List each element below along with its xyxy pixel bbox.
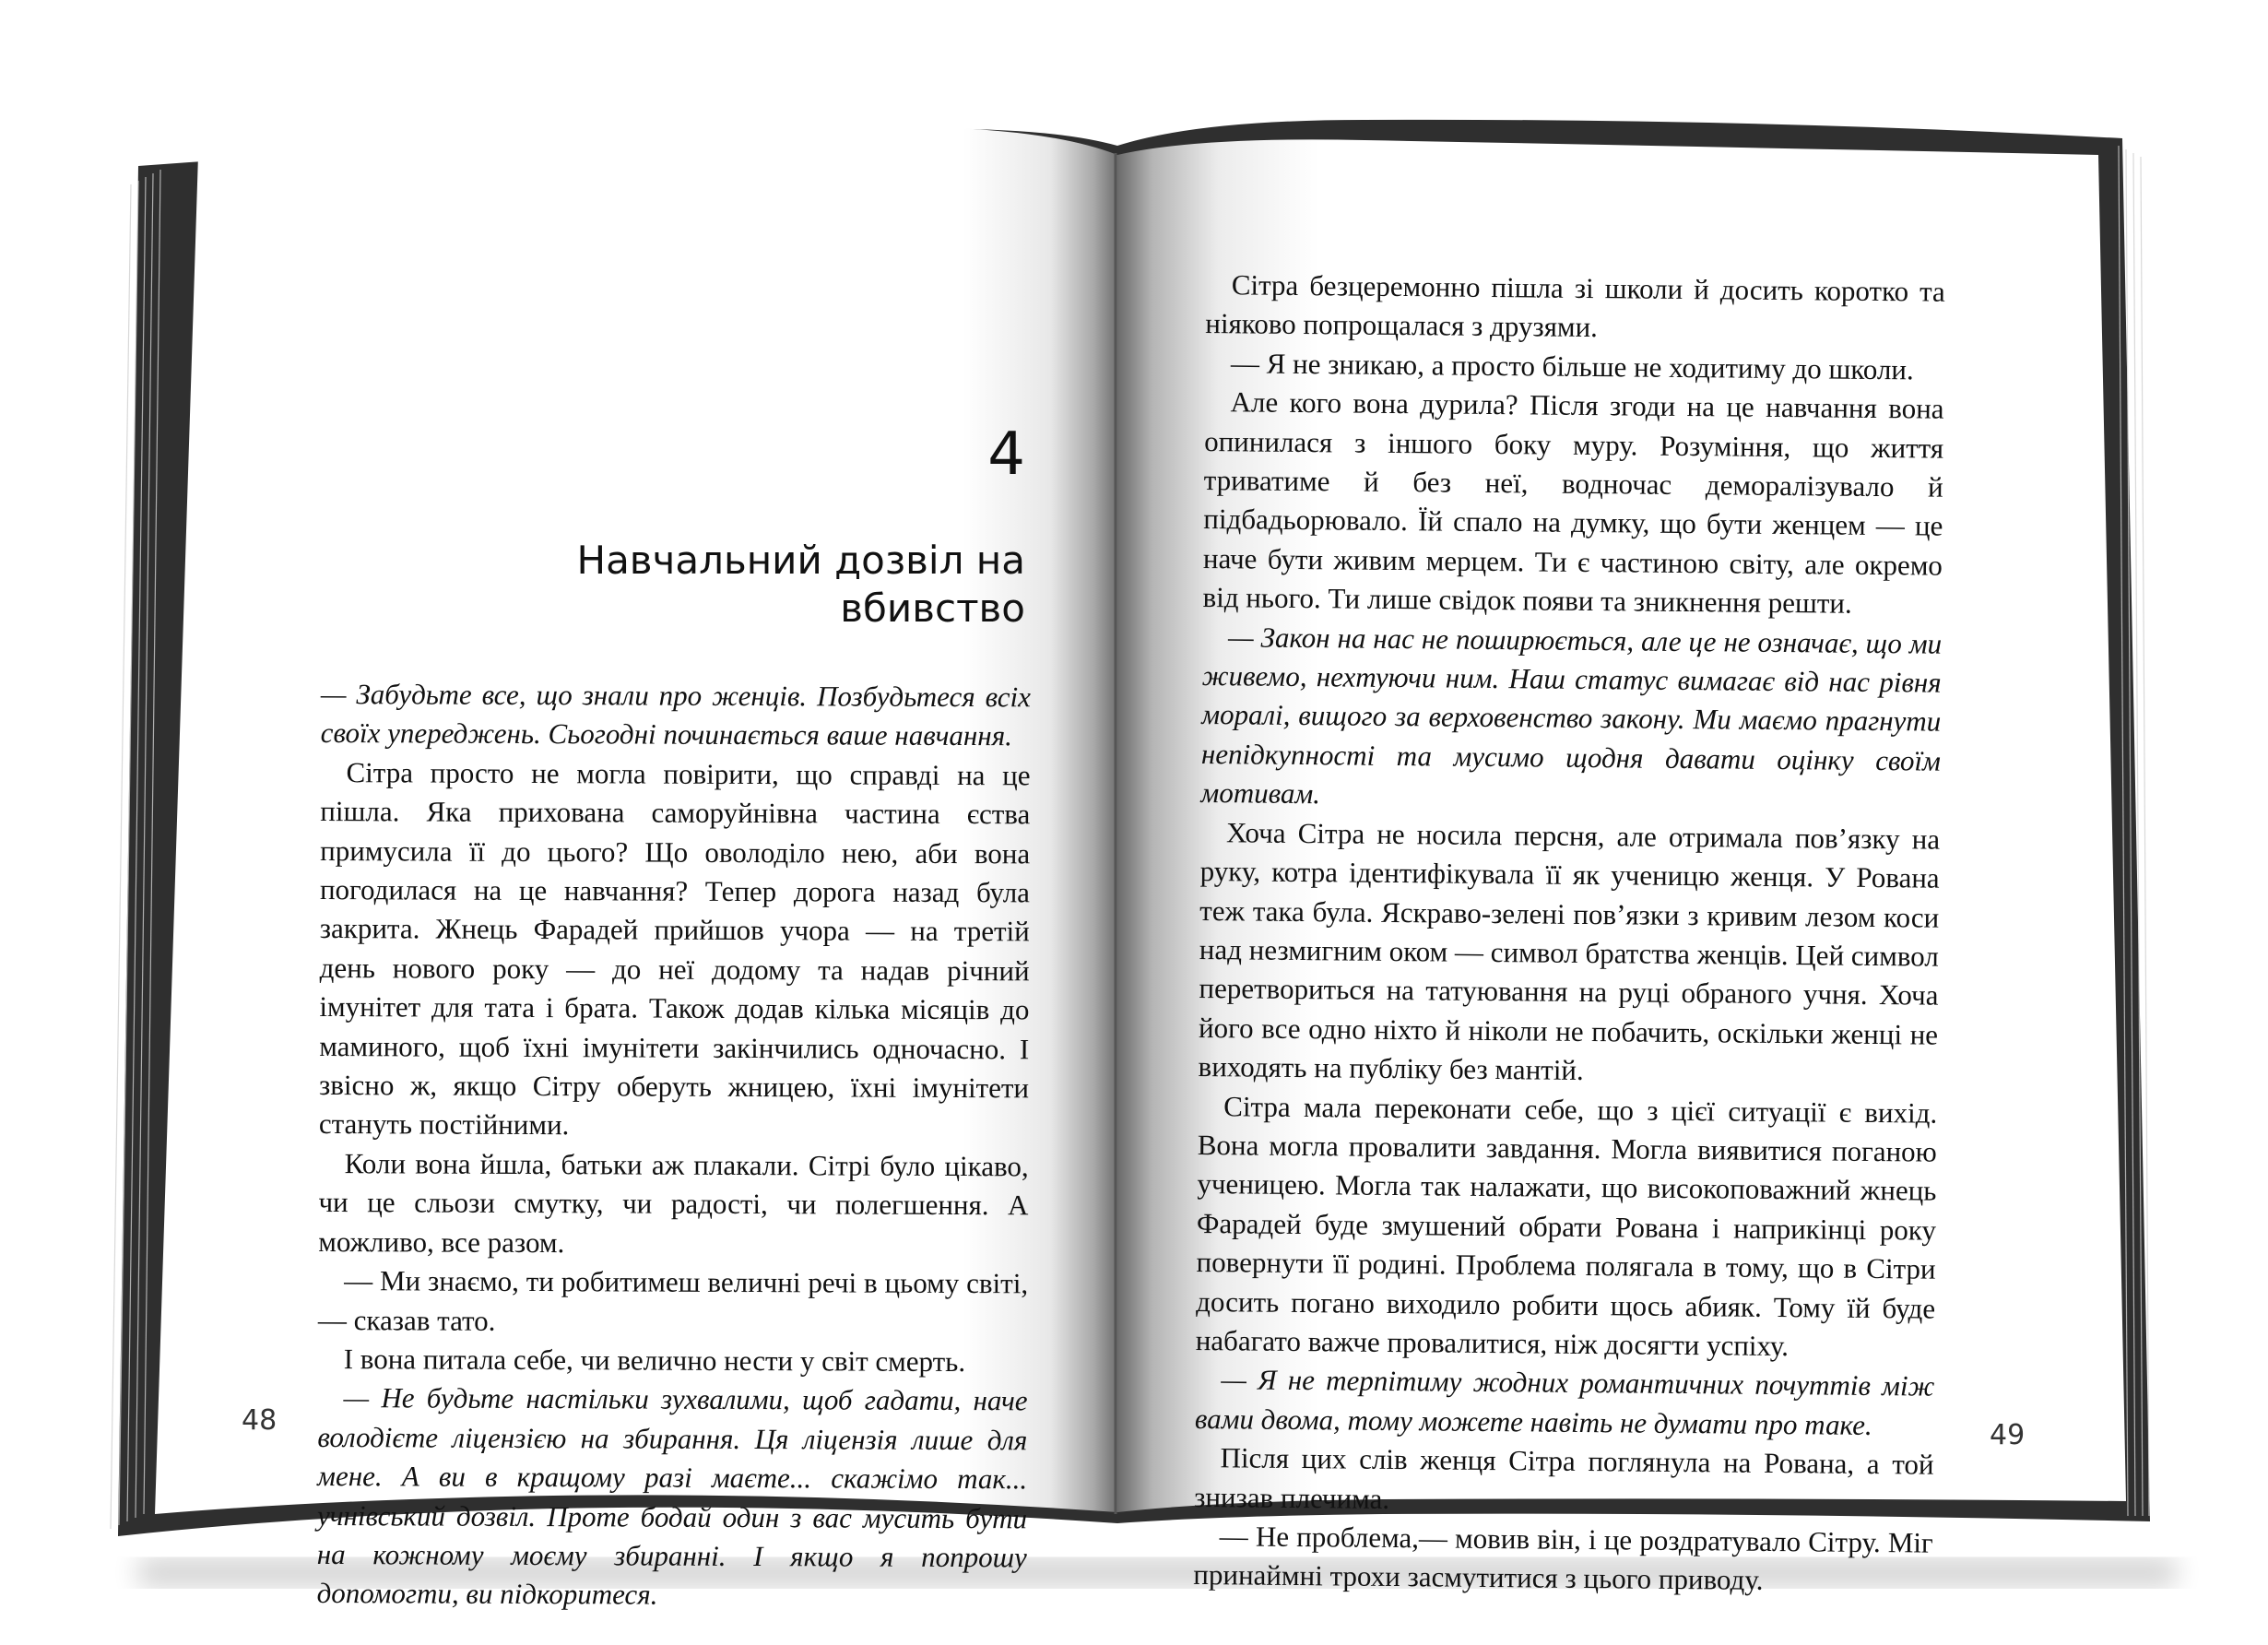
right-paragraph-9: — Не проблема,— мовив він, і це роздратувало Сітру. Міг принаймні трохи засмутитися з цього приводу.	[1193, 1520, 1933, 1597]
right-paragraph-2: — Я не зникаю, а просто більше не ходитиму до школи.	[1230, 347, 1914, 386]
right-paragraph-8: Після цих слів женця Сітра поглянула на Рована, а той знизав плечима.	[1194, 1441, 1934, 1515]
right-paragraph-6: Сітра мала переконати себе, що з цієї ситуації є вихід. Вона могла провалити завдання. Могла виявитися поганою ученицею. Могла так налажати, що високоповажний жнець Фарадей буде змушений обрати Рована і наприкінці року повернути її родині. Проблема полягала в тому, що в Сітри досить погано виходило робити щось абияк. Тому їй буде набагато важче провалитися, ніж досягти успіху.	[1195, 1089, 1938, 1363]
left-paragraph-2: Сітра просто не могла повірити, що справді на це пішла. Яка прихована саморуйнівна частина єства примусила її до цього? Що оволоділо нею, аби вона погодилася на це навчання? Тепер дорога назад була закрита. Жнець Фарадей прийшов учора — на третій день нового року — до неї додому та надав річний імунітет для тата і брата. Також додав кілька місяців до маминого, щоб їхні імунітети закінчились одночасно. І звісно ж, якщо Сітру оберуть жницею, їхні імунітети стануть постійними.	[318, 755, 1031, 1142]
right-paragraph-5: Хоча Сітра не носила персня, але отримала пов’язку на руку, котра ідентифікувала її як ученицю женця. У Рована теж така була. Яскраво-зелені пов’язки з кривим лезом коси над незмигним оком — символ братства женців. Цей символ перетвориться на татуювання на руці обраного учня. Хоча його все одно ніхто й ніколи не побачить, оскільки женці не виходять на публіку без мантій.	[1198, 815, 1941, 1087]
left-page-text	[317, 675, 1031, 1616]
right-paragraph-1: Сітра безцеремонно пішла зі школи й досить коротко та ніяково попрощалася з друзями.	[1205, 268, 1945, 344]
left-paragraph-1: — Забудьте все, що знали про женців. Позбудьтеся всіх своїх упереджень. Сьогодні починається ваше навчання.	[320, 678, 1031, 752]
left-paragraph-3: Коли вона йшла, батьки аж плакали. Сітрі було цікаво, чи це сльози смутку, чи радості, чи полегшення. А можливо, все разом.	[318, 1146, 1029, 1259]
left-paragraph-6: — Не будьте настільки зухвалими, щоб гадати, наче володієте ліцензією на збирання. Ця ліцензія лише для мене. А ви в кращому разі маєте... скажімо так... учнівський дозвіл. Проте бодай один з вас мусить бути на кожному моєму збиранні. І якщо я попрошу допомогти, ви підкоритеся.	[316, 1381, 1028, 1611]
right-paragraph-4: — Закон на нас не поширюється, але це не означає, що ми живемо, нехтуючи ним. Наш статус вимагає від нас рівня моралі, вищого за верховенство закону. Ми маємо прагнути непідкупності та мусимо щодня давати оцінку своїм мотивам.	[1200, 620, 1943, 811]
left-paragraph-5: І вона питала себе, чи велично нести у світ смерть.	[343, 1343, 966, 1378]
right-page-text	[1193, 266, 1945, 1602]
right-paragraph-3: Але кого вона дурила? Після згоди на це навчання вона опинилася з іншого боку муру. Розуміння, що життя триватиме й без неї, водночас деморалізувало й підбадьорювало. Їй спало на думку, що бути женцем — це наче бути живим мерцем. Ти є частиною світу, але окремо від нього. Ти лише свідок появи та зникнення решти.	[1202, 385, 1944, 620]
right-paragraph-7: — Я не терпітиму жодних романтичних почуттів між вами двома, тому можете навіть не думати про таке.	[1194, 1363, 1935, 1441]
page-number-right: 49	[1990, 1419, 2026, 1451]
page-number-left: 48	[242, 1404, 278, 1437]
left-paragraph-4: — Ми знаємо, ти робитимеш величні речі в цьому світі,— сказав тато.	[317, 1264, 1029, 1337]
chapter-title: Навчальний дозвіл на вбивство	[576, 538, 1025, 631]
chapter-number: 4	[987, 420, 1025, 489]
